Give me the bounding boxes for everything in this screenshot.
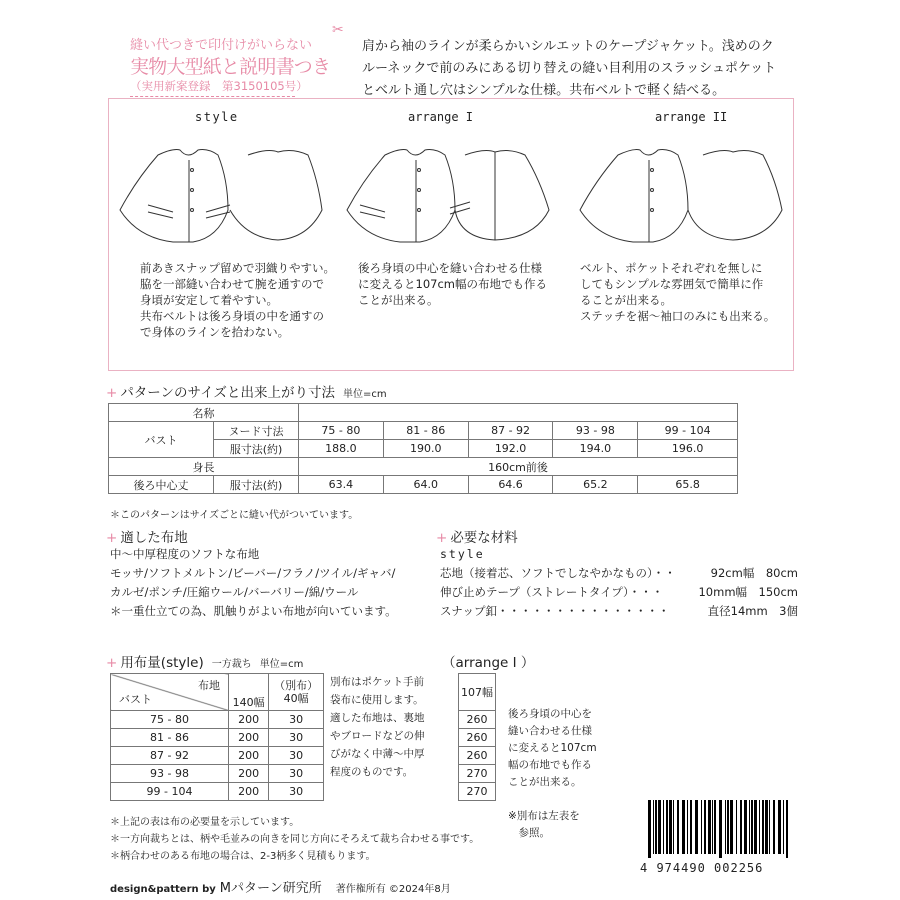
cell: 服寸法(約) [214, 440, 299, 458]
cell: 63.4 [299, 476, 384, 494]
cell: 87 - 92 [111, 747, 229, 765]
cell [269, 674, 324, 711]
barcode-bar [669, 800, 672, 854]
cell [299, 404, 738, 422]
note-line: 適した布地は、裏地 [330, 712, 425, 724]
variant-label-arrange2: arrange II [655, 110, 728, 124]
note-line: 袋布に使用します。 [330, 694, 424, 706]
barcode-bar [708, 800, 711, 854]
materials-list [440, 545, 798, 621]
barcode-bar [714, 800, 716, 854]
cell: 30 [269, 711, 324, 729]
note-line: ※別布は左表を [508, 810, 580, 822]
brand-name: Mパターン研究所 [219, 881, 322, 896]
barcode-bar [653, 800, 654, 854]
cell: 身長 [109, 458, 299, 476]
barcode-bar [648, 800, 651, 858]
barcode-bar [655, 800, 657, 854]
barcode-bar [719, 800, 722, 858]
variant-label-arrange1: arrange I [408, 110, 474, 124]
barcode-bar [769, 800, 770, 854]
caption-line: 後ろ身頃の中心を縫い合わせる仕様 [358, 261, 542, 275]
cell: 75 - 80 [299, 422, 384, 440]
cell: ヌード寸法 [214, 422, 299, 440]
size-table-title [106, 381, 387, 401]
barcode [648, 800, 790, 858]
header-line2: 実物大型紙と説明書つき [130, 56, 331, 78]
cell: 260 [459, 711, 496, 729]
barcode-bar [663, 800, 664, 854]
materials-title [436, 526, 518, 546]
note-line: 程度のものです。 [330, 766, 414, 778]
title-text: 適した布地 [120, 530, 188, 546]
arrange-yardage-table [458, 673, 496, 801]
description [362, 36, 798, 102]
cell: 200 [229, 783, 269, 801]
fabric-list [110, 545, 397, 621]
corner-cell [111, 674, 229, 711]
cape-illustration-arrange2 [578, 140, 783, 250]
divider [130, 96, 295, 97]
note-line: 後ろ身頃の中心を [508, 708, 592, 720]
cell: 93 - 98 [111, 765, 229, 783]
header-line3: （実用新案登録 第3150105号） [130, 79, 308, 93]
copyright: 著作権所有 ©2024年8月 [335, 884, 451, 895]
barcode-bar [759, 800, 760, 854]
variant-caption-arrange1 [358, 260, 573, 308]
barcode-bar [725, 800, 726, 854]
material-name: 伸び止めテープ（ストレートタイプ）・・・ [440, 585, 664, 599]
barcode-bar [751, 800, 753, 854]
barcode-bar [701, 800, 702, 854]
barcode-bar [673, 800, 674, 854]
barcode-bar [783, 800, 784, 854]
note-line: 幅の布地でも作る [508, 759, 592, 771]
cell: 192.0 [468, 440, 553, 458]
unit-text: 単位=cm [259, 659, 304, 670]
cell: 107幅 [459, 674, 496, 711]
cell: 270 [459, 765, 496, 783]
fabric-line: 中～中厚程度のソフトな布地 [110, 547, 260, 561]
cell: 160cm前後 [299, 458, 738, 476]
caption-line: に変えると107cm幅の布地でも作る [358, 277, 547, 291]
footer [110, 877, 451, 896]
caption-line: ステッチを裾～袖口のみにも出来る。 [580, 309, 776, 323]
cell: 200 [229, 711, 269, 729]
material-item [440, 602, 798, 621]
cell: 後ろ中心丈 [109, 476, 214, 494]
plus-icon: + [106, 655, 118, 671]
caption-line: で身体のラインを拾わない。 [140, 325, 290, 339]
barcode-bar [740, 800, 742, 854]
note-line: ＊柄合わせのある布地の場合は、2-3柄多く見積もります。 [110, 851, 376, 862]
material-value: 直径14mm 3個 [707, 604, 798, 618]
barcode-bar [786, 800, 788, 858]
cell: 服寸法(約) [214, 476, 299, 494]
note-line: やブロードなどの伸 [330, 730, 425, 742]
credit-prefix: design&pattern by [110, 884, 216, 895]
barcode-bar [765, 800, 768, 854]
material-value: 10mm幅 150cm [698, 585, 798, 599]
barcode-bar [677, 800, 679, 854]
barcode-bar [682, 800, 685, 854]
fabric-title [106, 526, 188, 546]
cell: 30 [269, 783, 324, 801]
cape-illustration-arrange1 [345, 140, 550, 250]
scissors-icon: ✂ [332, 22, 344, 38]
cell: 200 [229, 729, 269, 747]
cell: 65.8 [638, 476, 738, 494]
cell: 194.0 [553, 440, 638, 458]
barcode-bar [704, 800, 706, 854]
cell: 65.2 [553, 476, 638, 494]
material-name: 芯地（接着芯、ソフトでしなやかなもの）・・ [440, 566, 676, 580]
cell-text: 40幅 [283, 692, 309, 705]
barcode-bar [744, 800, 747, 854]
cell-text: （別布） [274, 679, 319, 692]
fabric-line: モッサ/ソフトメルトン/ビーバー/フラノ/ツイル/ギャバ/ [110, 566, 396, 580]
cell: 99 - 104 [638, 422, 738, 440]
yardage-side-note [330, 673, 425, 781]
variant-label-style: style [195, 110, 239, 124]
title-text: 用布量(style) [120, 655, 204, 671]
materials-sub: style [440, 547, 485, 561]
fabric-line: ＊一重仕立ての為、肌触りがよい布地が向いています。 [110, 604, 397, 618]
caption-line: 身頃が安定して着やすい。 [140, 293, 278, 307]
header-line1: 縫い代つきで印付けがいらない [130, 38, 313, 53]
cell: 99 - 104 [111, 783, 229, 801]
cell: 140幅 [229, 674, 269, 711]
note-line: 別布はポケット手前 [330, 676, 424, 688]
cell: 81 - 86 [111, 729, 229, 747]
material-item [440, 564, 798, 583]
cell: 200 [229, 765, 269, 783]
material-name: スナップ釦・・・・・・・・・・・・・・・ [440, 604, 670, 618]
arrange-yardage-title: （arrange I ） [442, 655, 535, 671]
cell: 260 [459, 747, 496, 765]
barcode-bar [712, 800, 713, 854]
cell: 30 [269, 765, 324, 783]
barcode-bar [730, 800, 733, 854]
note-spacer [508, 791, 597, 808]
barcode-digits: 4 974490 002256 [640, 861, 764, 875]
cell: バスト [119, 693, 152, 706]
sub-text: 一方裁ち [211, 659, 252, 670]
barcode-bar [749, 800, 750, 854]
variant-caption-style [140, 260, 355, 340]
cell: 196.0 [638, 440, 738, 458]
unit-text: 単位=cm [342, 389, 387, 400]
title-text: パターンのサイズと出来上がり寸法 [120, 385, 335, 401]
cape-illustration-style [118, 140, 323, 250]
barcode-bar [762, 800, 764, 854]
note-line: ＊上記の表は布の必要量を示しています。 [110, 817, 300, 828]
yardage-title [106, 651, 303, 671]
note-line: に変えると107cm [508, 742, 597, 754]
material-item [440, 583, 798, 602]
barcode-bar [695, 800, 698, 854]
cell: 30 [269, 729, 324, 747]
yardage-table [110, 673, 324, 801]
caption-line: してもシンプルな雰囲気で簡単に作 [580, 277, 764, 291]
desc-line: とベルト通し穴はシンプルな仕様。共布ベルトで軽く結べる。 [362, 83, 726, 98]
yardage-notes [110, 814, 479, 865]
fabric-line: カルゼ/ポンチ/圧縮ウール/バーバリー/綿/ウール [110, 585, 359, 599]
caption-line: 前あきスナップ留めで羽織りやすい。 [140, 261, 336, 275]
material-value: 92cm幅 80cm [710, 566, 798, 580]
note-line: 参照。 [508, 827, 550, 839]
plus-icon: + [106, 385, 118, 401]
barcode-bar [736, 800, 737, 854]
caption-line: 脇を一部縫い合わせて腕を通すので [140, 277, 324, 291]
barcode-bar [690, 800, 692, 854]
caption-line: ことが出来る。 [358, 293, 439, 307]
cell: 81 - 86 [383, 422, 468, 440]
cell: 布地 [198, 679, 220, 692]
cell: 64.0 [383, 476, 468, 494]
plus-icon: + [436, 530, 448, 546]
cell: 270 [459, 783, 496, 801]
barcode-bar [687, 800, 688, 854]
note-line: ＊一方向裁ちとは、柄や毛並みの向きを同じ方向にそろえて裁ち合わせる事です。 [110, 834, 480, 845]
note-line: 縫い合わせる仕様 [508, 725, 592, 737]
plus-icon: + [106, 530, 118, 546]
cell: 75 - 80 [111, 711, 229, 729]
note-line: ことが出来る。 [508, 776, 582, 788]
cell: 190.0 [383, 440, 468, 458]
cell: 名称 [109, 404, 299, 422]
cell: 87 - 92 [468, 422, 553, 440]
caption-line: 共布ベルトは後ろ身頃の中を通すの [140, 309, 324, 323]
size-table [108, 403, 738, 494]
barcode-bar [666, 800, 668, 854]
variant-caption-arrange2 [580, 260, 795, 324]
cell: 64.6 [468, 476, 553, 494]
title-text: 必要な材料 [450, 530, 518, 546]
cell: バスト [109, 422, 214, 458]
barcode-bar [658, 800, 661, 854]
barcode-bar [754, 800, 757, 854]
caption-line: ベルト、ポケットそれぞれを無しに [580, 261, 763, 275]
size-note: ＊このパターンはサイズごとに縫い代がついています。 [110, 510, 359, 521]
cell: 188.0 [299, 440, 384, 458]
caption-line: ることが出来る。 [580, 293, 672, 307]
cell: 260 [459, 729, 496, 747]
arrange-yardage-note [508, 672, 597, 859]
barcode-bar [778, 800, 781, 854]
barcode-bar [773, 800, 775, 854]
desc-line: ルーネックで前のみにある切り替えの縫い目利用のスラッシュポケット [362, 61, 777, 76]
note-line: びがなく中薄～中厚 [330, 748, 425, 760]
barcode-bar [727, 800, 729, 854]
desc-line: 肩から袖のラインが柔らかいシルエットのケープジャケット。浅めのク [362, 39, 774, 54]
cell: 93 - 98 [553, 422, 638, 440]
cell: 30 [269, 747, 324, 765]
cell: 200 [229, 747, 269, 765]
